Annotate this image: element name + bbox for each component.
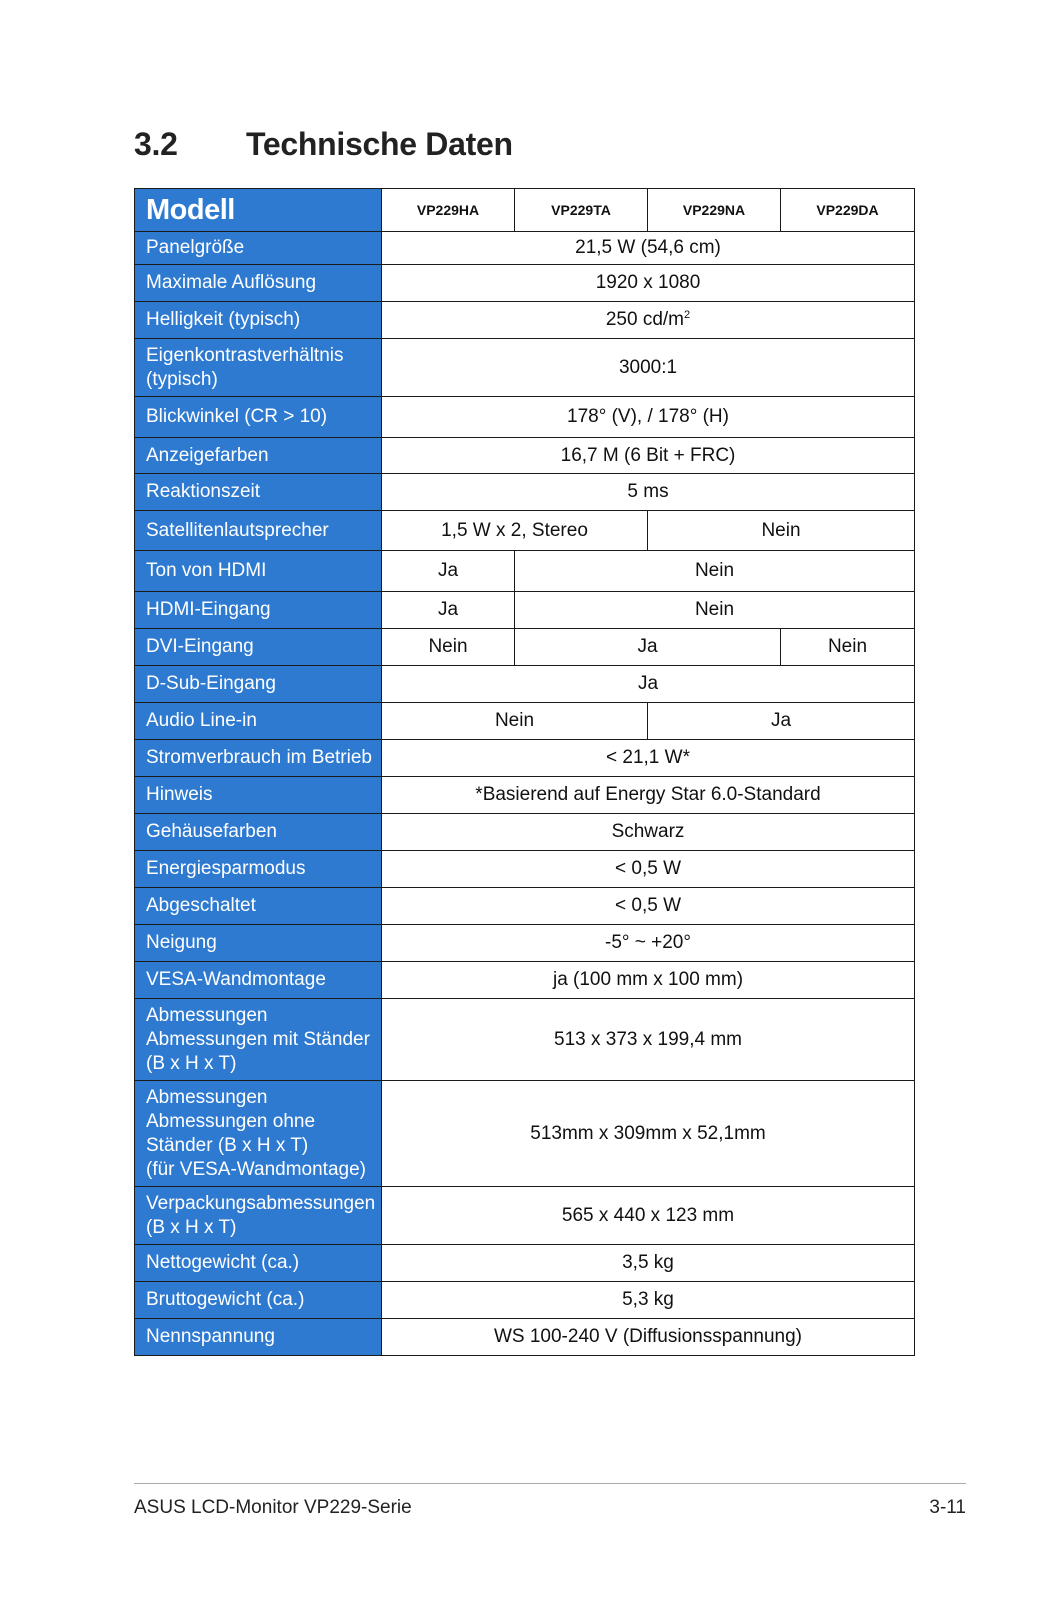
table-row <box>135 592 915 629</box>
row-value: 178° (V), / 178° (H) <box>382 397 915 438</box>
page-number: 3-11 <box>929 1497 966 1518</box>
row-value: 513mm x 309mm x 52,1mm <box>382 1081 915 1187</box>
row-label: Anzeigefarben <box>135 438 382 474</box>
row-value: 3,5 kg <box>382 1245 915 1282</box>
row-value: *Basierend auf Energy Star 6.0-Standard <box>382 777 915 814</box>
footer-title: ASUS LCD-Monitor VP229-Serie <box>134 1497 412 1518</box>
row-label <box>135 1081 382 1187</box>
table-row <box>135 397 915 438</box>
table-row <box>135 999 915 1081</box>
table-row <box>135 1187 915 1245</box>
table-row <box>135 1245 915 1282</box>
table-row <box>135 888 915 925</box>
table-row <box>135 551 915 592</box>
row-label: Audio Line-in <box>135 703 382 740</box>
row-label: Bruttogewicht (ca.) <box>135 1282 382 1319</box>
table-row <box>135 925 915 962</box>
row-value: Ja <box>515 629 781 666</box>
row-value: Nein <box>515 551 915 592</box>
row-label-line: Abmessungen <box>146 1004 268 1026</box>
row-value: 16,7 M (6 Bit + FRC) <box>382 438 915 474</box>
table-row <box>135 232 915 265</box>
row-value: < 21,1 W* <box>382 740 915 777</box>
table-row <box>135 511 915 551</box>
table-row <box>135 851 915 888</box>
table-row <box>135 740 915 777</box>
row-value: Schwarz <box>382 814 915 851</box>
row-value <box>382 302 915 339</box>
row-label: Hinweis <box>135 777 382 814</box>
row-label: Neigung <box>135 925 382 962</box>
row-label-line: Ständer (B x H x T) <box>146 1134 309 1156</box>
row-label <box>135 1187 382 1245</box>
row-value: Ja <box>382 551 515 592</box>
row-value-text: 250 cd/m <box>605 309 685 330</box>
row-value: 513 x 373 x 199,4 mm <box>382 999 915 1081</box>
table-row <box>135 1319 915 1356</box>
row-label: Helligkeit (typisch) <box>135 302 382 339</box>
row-label <box>135 339 382 397</box>
spec-table <box>134 188 915 1356</box>
table-row <box>135 703 915 740</box>
row-value: -5° ~ +20° <box>382 925 915 962</box>
table-row <box>135 1282 915 1319</box>
row-value: < 0,5 W <box>382 888 915 925</box>
row-label: VESA-Wandmontage <box>135 962 382 999</box>
row-value: 1,5 W x 2, Stereo <box>382 511 648 551</box>
row-value: 5 ms <box>382 474 915 511</box>
row-label: Nennspannung <box>135 1319 382 1356</box>
row-value: Nein <box>382 703 648 740</box>
table-row <box>135 474 915 511</box>
section-heading <box>134 126 513 163</box>
row-label: Satellitenlautsprecher <box>135 511 382 551</box>
table-row <box>135 265 915 302</box>
table-row <box>135 302 915 339</box>
superscript: 2 <box>684 309 691 321</box>
row-value: Nein <box>648 511 915 551</box>
model-column-header: VP229NA <box>648 189 781 232</box>
row-label: Nettogewicht (ca.) <box>135 1245 382 1282</box>
model-column-header: VP229HA <box>382 189 515 232</box>
row-label: Stromverbrauch im Betrieb <box>135 740 382 777</box>
row-label-line: Abmessungen mit Ständer <box>146 1028 370 1050</box>
row-value: Nein <box>781 629 915 666</box>
table-row <box>135 438 915 474</box>
section-title: Technische Daten <box>246 126 513 162</box>
model-column-header: VP229TA <box>515 189 648 232</box>
row-label: Gehäusefarben <box>135 814 382 851</box>
table-row <box>135 1081 915 1187</box>
row-label-line: Abmessungen <box>146 1086 268 1108</box>
section-number: 3.2 <box>134 126 178 162</box>
table-row <box>135 666 915 703</box>
row-label: Maximale Auflösung <box>135 265 382 302</box>
row-value: Nein <box>382 629 515 666</box>
row-label: Panelgröße <box>135 232 382 265</box>
row-label-line: (für VESA-Wandmontage) <box>146 1158 366 1180</box>
row-label-line: (typisch) <box>146 368 218 390</box>
row-label: Energiesparmodus <box>135 851 382 888</box>
row-label-line: (B x H x T) <box>146 1052 237 1074</box>
row-label-line: (B x H x T) <box>146 1216 237 1238</box>
table-row <box>135 814 915 851</box>
row-label: Blickwinkel (CR > 10) <box>135 397 382 438</box>
row-label-line: Abmessungen ohne <box>146 1110 316 1132</box>
row-label: Abgeschaltet <box>135 888 382 925</box>
row-value: ja (100 mm x 100 mm) <box>382 962 915 999</box>
row-value: 1920 x 1080 <box>382 265 915 302</box>
row-label: D-Sub-Eingang <box>135 666 382 703</box>
row-value: Nein <box>515 592 915 629</box>
row-label: Ton von HDMI <box>135 551 382 592</box>
row-value: Ja <box>382 592 515 629</box>
row-label-line: Verpackungsabmessungen <box>146 1192 376 1214</box>
row-label-line: Eigenkontrastverhältnis <box>146 344 344 366</box>
row-label: HDMI-Eingang <box>135 592 382 629</box>
model-column-header: VP229DA <box>781 189 915 232</box>
row-value: 3000:1 <box>382 339 915 397</box>
row-value: Ja <box>648 703 915 740</box>
row-value: 565 x 440 x 123 mm <box>382 1187 915 1245</box>
row-value: Ja <box>382 666 915 703</box>
row-value: 21,5 W (54,6 cm) <box>382 232 915 265</box>
row-label <box>135 999 382 1081</box>
row-value: < 0,5 W <box>382 851 915 888</box>
model-header-cell: Modell <box>135 189 382 232</box>
row-label: Reaktionszeit <box>135 474 382 511</box>
row-value: WS 100-240 V (Diffusionsspannung) <box>382 1319 915 1356</box>
table-row <box>135 777 915 814</box>
table-row <box>135 629 915 666</box>
row-label: DVI-Eingang <box>135 629 382 666</box>
table-header-row <box>135 189 915 232</box>
row-value: 5,3 kg <box>382 1282 915 1319</box>
footer-divider <box>134 1483 966 1484</box>
table-row <box>135 339 915 397</box>
table-row <box>135 962 915 999</box>
